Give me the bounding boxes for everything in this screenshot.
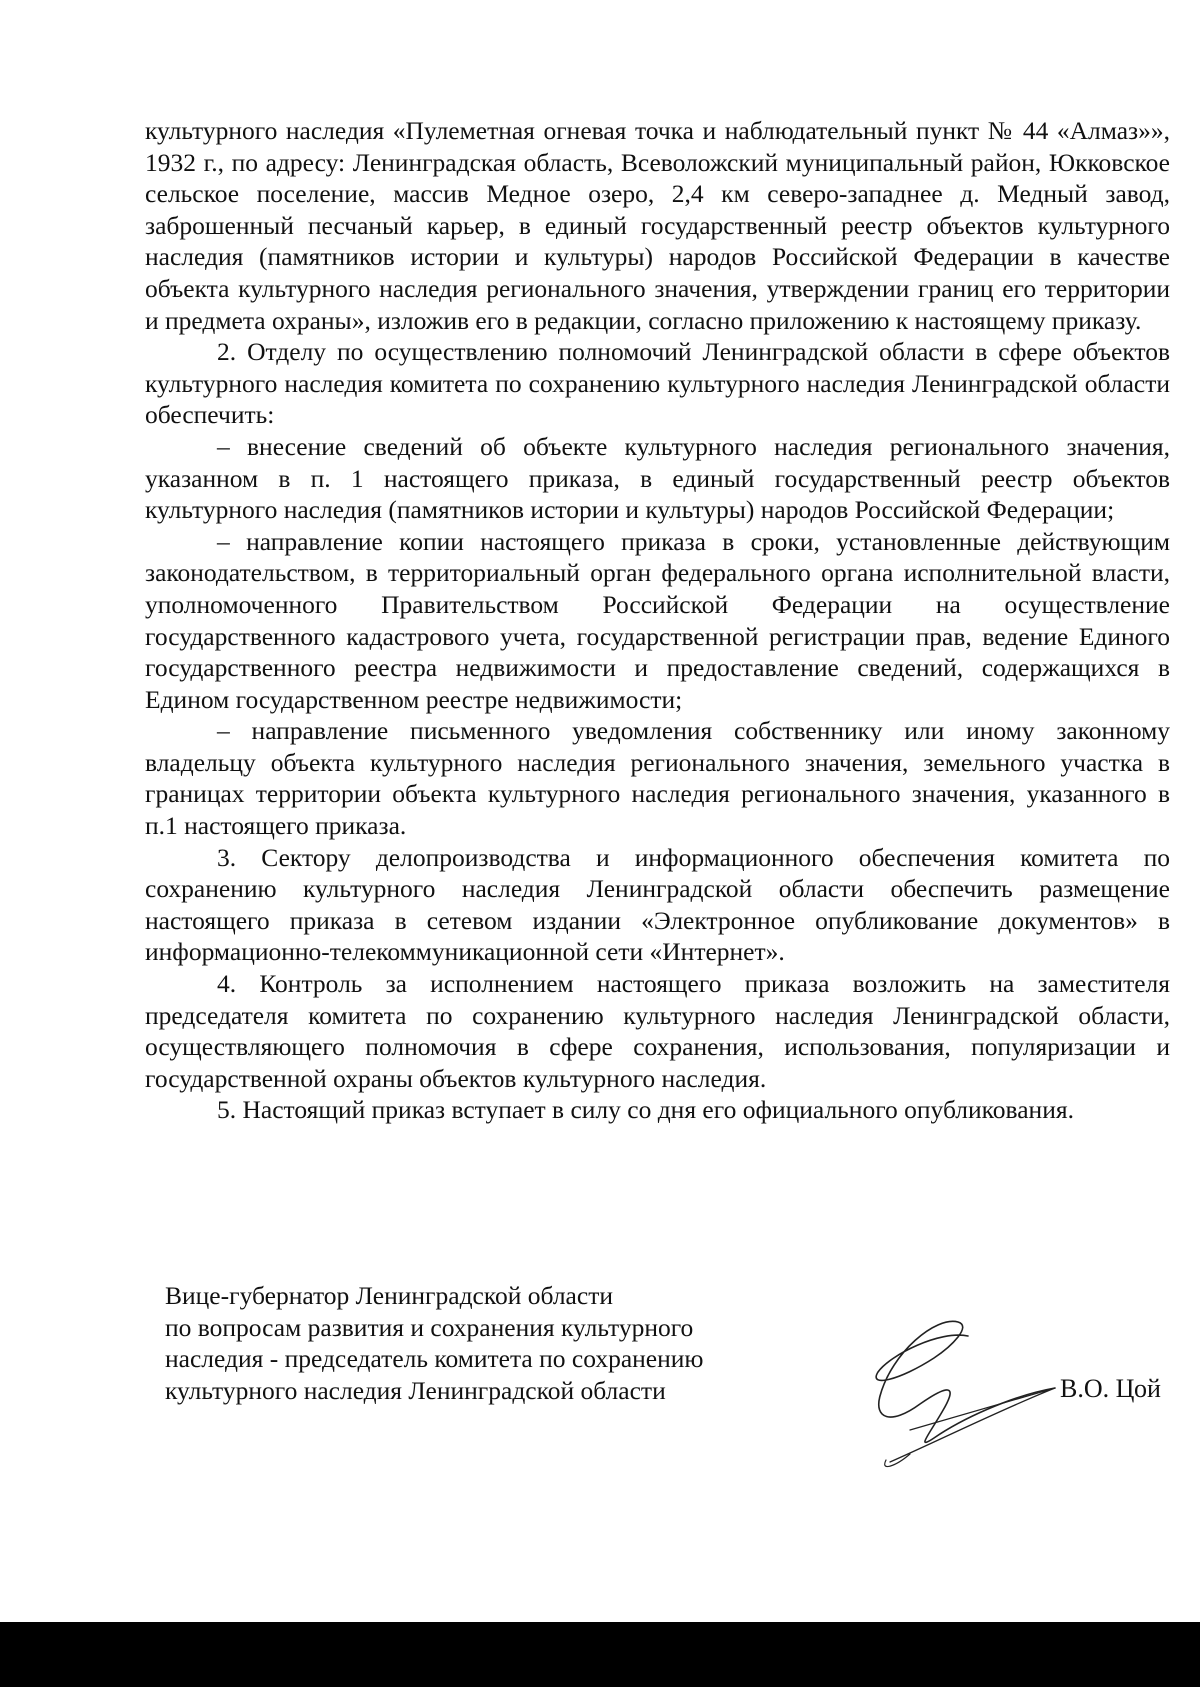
signer-name: В.О. Цой bbox=[1060, 1374, 1161, 1403]
scan-border bbox=[0, 1622, 1200, 1687]
paragraph-item-3: 3. Сектору делопроизводства и информационного обеспечения комитета по сохранению культурного наследия Ленинградской области обеспечить размещение настоящего приказа в сетевом издании «Электронное опубликование документов» в информационно-телекоммуникационной сети «Интернет». bbox=[145, 842, 1170, 967]
paragraph-bullet-copy: – направление копии настоящего приказа в сроки, установленные действующим законодательством, в территориальный орган федерального органа исполнительной власти, уполномоченного Правительством Российской Федерации на осуществление государственного кадастрового учета, государственной регистрации прав, ведение Единого государственного реестра недвижимости и предоставление сведений, содержащихся в Едином государственном реестре недвижимости; bbox=[145, 526, 1170, 714]
order-body-text bbox=[145, 115, 1170, 1126]
paragraph-bullet-notification: – направление письменного уведомления собственнику или иному законному владельцу объекта культурного наследия регионального значения, земельного участка в границах территории объекта культурного наследия регионального значения, указанного в п.1 настоящего приказа. bbox=[145, 716, 1170, 841]
handwritten-signature-icon bbox=[850, 1300, 1070, 1480]
signatory-title-line: культурного наследия Ленинградской области bbox=[165, 1375, 666, 1405]
paragraph-item-2: 2. Отделу по осуществлению полномочий Ленинградской области в сфере объектов культурного наследия комитета по сохранению культурного наследия Ленинградской области обеспечить: bbox=[145, 337, 1170, 430]
signatory-title-line: Вице-губернатор Ленинградской области bbox=[165, 1281, 613, 1310]
paragraph-item-4: 4. Контроль за исполнением настоящего приказа возложить на заместителя председателя комитета по сохранению культурного наследия Ленинградской области, осуществляющего полномочия в сфере сохранения, использования, популяризации и государственной охраны объектов культурного наследия. bbox=[145, 969, 1170, 1093]
paragraph-item-5: 5. Настоящий приказ вступает в силу со дня его официального опубликования. bbox=[217, 1095, 1074, 1125]
signatory-title bbox=[165, 1280, 805, 1406]
paragraph-bullet-register: – внесение сведений об объекте культурного наследия регионального значения, указанном в п. 1 настоящего приказа, в единый государственный реестр объектов культурного наследия (памятников истории и культуры) народов Российской Федерации; bbox=[145, 431, 1170, 525]
signatory-title-line: по вопросам развития и сохранения культурного bbox=[165, 1312, 694, 1342]
signatory-title-line: наследия - председатель комитета по сохранению bbox=[165, 1344, 704, 1374]
paragraph-continuation: культурного наследия «Пулеметная огневая точка и наблюдательный пункт № 44 «Алмаз»», 1932 г., по адресу: Ленинградская область, Всеволожский муниципальный район, Юкковское сельское поселение, массив Медное озеро, 2,4 км северо-западнее д. Медный завод, заброшенный песчаный карьер, в единый государственный реестр объектов культурного наследия (памятников истории и культуры) народов Российской Федерации в качестве объекта культурного наследия регионального значения, утверждении границ его территории и предмета охраны», изложив его в редакции, согласно приложению к настоящему приказу. bbox=[145, 116, 1170, 335]
